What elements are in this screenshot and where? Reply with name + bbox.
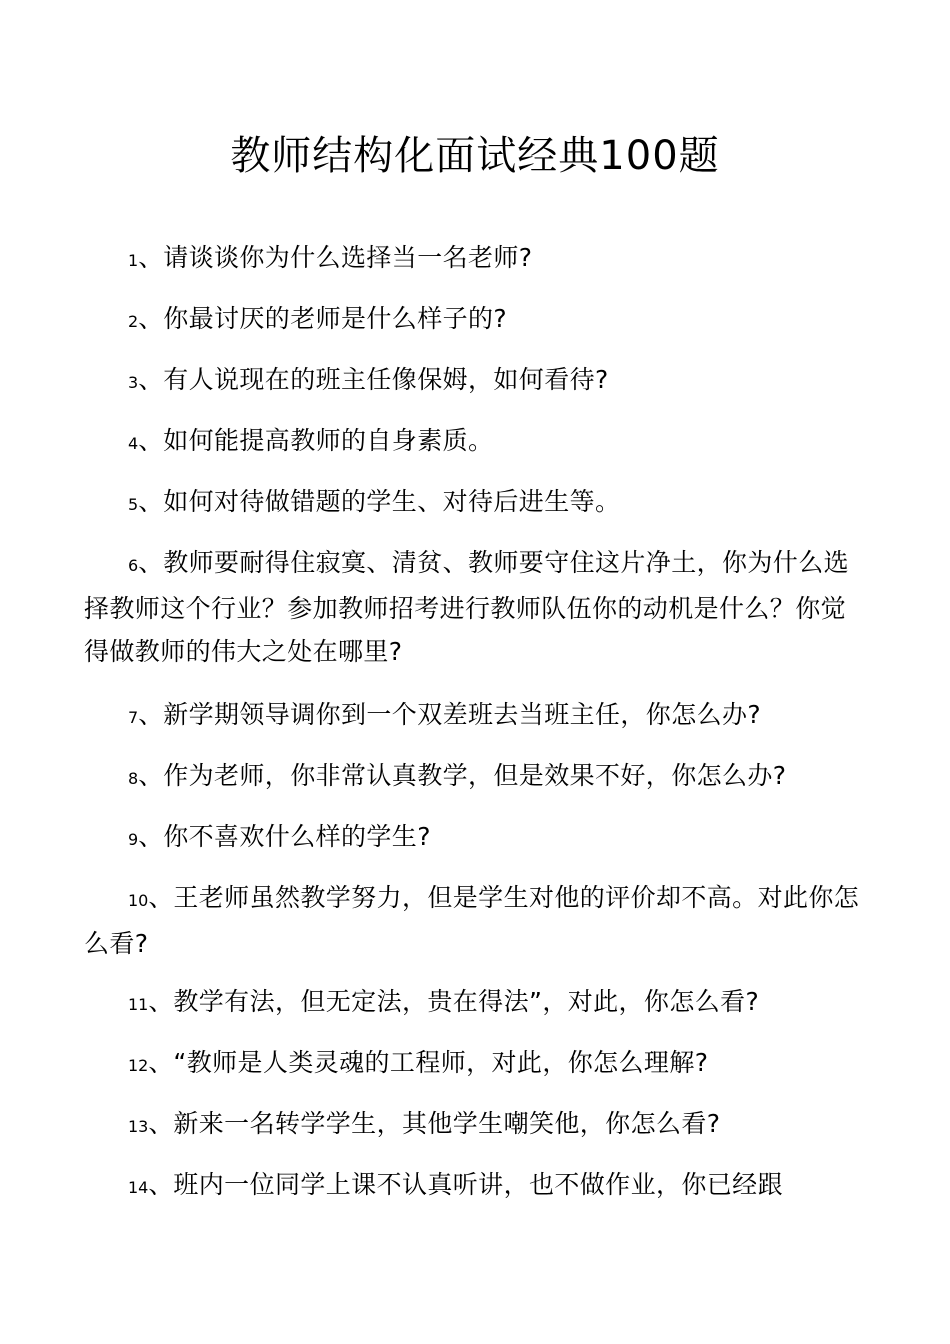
question-item	[84, 693, 860, 739]
question-item	[84, 419, 860, 465]
question-text: 你不喜欢什么样的学生?	[163, 822, 431, 851]
question-separator: 、	[138, 761, 164, 790]
question-separator: 、	[148, 1048, 174, 1077]
question-number: 1	[128, 251, 139, 270]
question-item	[84, 815, 860, 861]
question-item	[84, 1102, 860, 1148]
question-separator: 、	[148, 883, 174, 912]
question-separator: 、	[138, 304, 164, 333]
question-item	[84, 358, 860, 404]
question-separator: 、	[138, 365, 164, 394]
question-separator: 、	[138, 822, 164, 851]
question-separator: 、	[148, 1109, 174, 1138]
question-number: 5	[128, 495, 139, 514]
question-number: 14	[128, 1178, 149, 1197]
question-text: 王老师虽然教学努力，但是学生对他的评价却不高。对此你怎么看?	[84, 883, 860, 958]
question-item	[84, 876, 860, 965]
question-text: 新学期领导调你到一个双差班去当班主任，你怎么办?	[163, 700, 762, 729]
question-text: 如何能提高教师的自身素质。	[163, 426, 494, 455]
question-separator: 、	[148, 987, 174, 1016]
question-text: 教师要耐得住寂寞、清贫、教师要守住这片净土，你为什么选择教师这个行业？参加教师招考进行教师队伍你的动机是什么？你觉得做教师的伟大之处在哪里?	[84, 548, 850, 666]
question-number: 8	[128, 769, 139, 788]
question-text: 作为老师，你非常认真教学，但是效果不好，你怎么办?	[163, 761, 787, 790]
question-item	[84, 1163, 860, 1209]
question-separator: 、	[138, 548, 164, 577]
question-number: 12	[128, 1056, 149, 1075]
question-number: 4	[128, 434, 139, 453]
question-list	[84, 236, 860, 1224]
question-separator: 、	[138, 426, 164, 455]
question-text: 教学有法，但无定法，贵在得法”，对此，你怎么看?	[173, 987, 760, 1016]
question-item	[84, 236, 860, 282]
question-separator: 、	[138, 487, 164, 516]
question-item	[84, 980, 860, 1026]
question-separator: 、	[148, 1170, 174, 1199]
document-title: 教师结构化面试经典100题	[230, 133, 720, 179]
question-number: 2	[128, 312, 139, 331]
question-item	[84, 297, 860, 343]
question-separator: 、	[138, 700, 164, 729]
question-number: 7	[128, 708, 139, 727]
question-text: 请谈谈你为什么选择当一名老师?	[163, 243, 533, 272]
question-text: 如何对待做错题的学生、对待后进生等。	[163, 487, 621, 516]
question-number: 9	[128, 830, 139, 849]
question-text: 你最讨厌的老师是什么样子的?	[163, 304, 508, 333]
question-item	[84, 480, 860, 526]
question-number: 10	[128, 891, 149, 910]
question-item	[84, 541, 860, 673]
question-item	[84, 1041, 860, 1087]
question-number: 6	[128, 556, 139, 575]
question-number: 3	[128, 373, 139, 392]
question-number: 11	[128, 995, 149, 1014]
question-text: 有人说现在的班主任像保姆，如何看待?	[163, 365, 609, 394]
question-number: 13	[128, 1117, 149, 1136]
question-separator: 、	[138, 243, 164, 272]
question-text: 新来一名转学学生，其他学生嘲笑他，你怎么看?	[173, 1109, 721, 1138]
question-text: “教师是人类灵魂的工程师，对此，你怎么理解?	[173, 1048, 709, 1077]
question-text: 班内一位同学上课不认真听讲，也不做作业，你已经跟	[173, 1170, 783, 1199]
question-item	[84, 754, 860, 800]
